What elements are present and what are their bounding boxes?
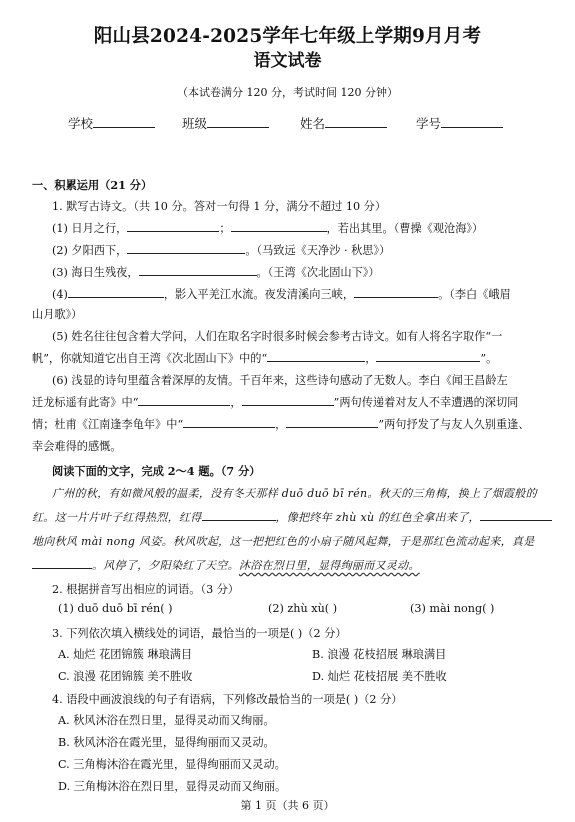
q1-3: (3) 海日生残夜， 。（王湾《次北固山下》）: [52, 266, 380, 279]
page-footer: 第 1 页（共 6 页）: [240, 799, 335, 812]
student-id-label: 学号: [416, 116, 442, 131]
q2: 2. 根据拼音写出相应的词语。（3 分）: [52, 583, 240, 596]
exam-subtitle: 语文试卷: [253, 51, 322, 71]
q4-option-b[interactable]: B. 秋风沐浴在霞光里，显得绚丽而又灵动。: [58, 736, 275, 749]
answer-blank[interactable]: [138, 394, 230, 406]
answer-blank[interactable]: [354, 286, 438, 298]
passage-line1: 广州的秋，有如微风般的温柔，没有冬天那样 duō duō bī rén。秋天的三角梅，换上了烟霞般的: [52, 487, 537, 500]
wavy-underlined-sentence: 沐浴在烈日里，显得绚丽而又灵动。: [238, 559, 420, 572]
q1-6-line4: 幸会难得的感慨。: [32, 440, 122, 453]
q2-2: (2) zhù xù( ): [268, 602, 338, 615]
section-heading: 一、积累运用（21 分）: [32, 178, 153, 192]
reading-intro: 阅读下面的文字，完成 2～4 题。（7 分）: [52, 464, 261, 478]
answer-blank[interactable]: [267, 350, 365, 362]
q1-6-line1: (6) 浅显的诗句里蕴含着深厚的友情。千百年来，这些诗句感动了无数人。李白《闻王昌龄左: [52, 374, 508, 387]
q2-1: (1) duō duō bī rén( ): [58, 602, 173, 615]
q1-6-line2: 迁龙标遥有此寄》中“ ， ”两句传递着对友人不幸遭遇的深切同: [32, 396, 519, 409]
answer-blank[interactable]: [32, 557, 92, 569]
q4-option-c[interactable]: C. 三角梅沐浴在霞光里，显得绚丽而又灵动。: [58, 758, 286, 771]
q3: 3. 下列依次填入横线处的词语，最恰当的一项是( )（2 分）: [52, 627, 347, 640]
exam-note: （本试卷满分 120 分，考试时间 120 分钟）: [177, 86, 398, 99]
q3-option-b[interactable]: B. 浪漫 花枝招展 琳琅满目: [312, 648, 447, 661]
q1-intro: 1. 默写古诗文。（共 10 分。答对一句得 1 分，满分不超过 10 分）: [52, 200, 387, 213]
answer-blank[interactable]: [231, 220, 327, 232]
q3-option-d[interactable]: D. 灿烂 花枝招展 美不胜收: [312, 670, 447, 683]
answer-blank[interactable]: [68, 286, 164, 298]
student-id-field[interactable]: [416, 114, 503, 132]
answer-blank[interactable]: [242, 394, 334, 406]
answer-blank[interactable]: [127, 220, 219, 232]
class-field[interactable]: [182, 114, 269, 132]
q2-3: (3) mài nong( ): [410, 602, 495, 615]
q1-5-line1: (5) 姓名往往包含着大学问，人们在取名字时很多时候会参考古诗文。如有人将名字取作“一: [52, 330, 503, 343]
class-label: 班级: [182, 116, 208, 131]
answer-blank[interactable]: [183, 416, 275, 428]
answer-blank[interactable]: [202, 509, 276, 521]
q1-2: (2) 夕阳西下， 。（马致远《天净沙 · 秋思》）: [52, 244, 391, 257]
q4-option-d[interactable]: D. 三角梅沐浴在烈日里，显得灵动而又绚丽。: [58, 780, 287, 793]
passage-line2: 红。这一片片叶子红得热烈，红得 ，像把终年 zhù xù 的红色全拿出来了，: [32, 508, 552, 528]
q1-4: (4) ，影入平羌江水流。夜发清溪向三峡， 。（李白《峨眉: [52, 288, 511, 301]
name-field[interactable]: [300, 114, 387, 132]
q1-5-line2: 帆”，你就知道它出自王湾《次北固山下》中的“ ， ”。: [32, 352, 498, 365]
school-field[interactable]: [68, 114, 155, 132]
answer-blank[interactable]: [376, 350, 480, 362]
passage-line3: 地向秋风 mài nong 风姿。秋风吹起，这一把把红色的小扇子随风起舞，于是那红色流动起来，真是: [32, 535, 535, 548]
exam-title: 阳山县2024-2025学年七年级上学期9月月考: [93, 26, 482, 47]
answer-blank[interactable]: [139, 264, 257, 276]
q4-option-a[interactable]: A. 秋风沐浴在烈日里，显得灵动而又绚丽。: [58, 714, 275, 727]
q4: 4. 语段中画波浪线的句子有语病，下列修改最恰当的一项是( )（2 分）: [52, 693, 403, 706]
passage-line4: 。风停了，夕阳染红了天空。沐浴在烈日里，显得绚丽而又灵动。: [32, 556, 552, 576]
q3-option-c[interactable]: C. 浪漫 花团锦簇 美不胜收: [58, 670, 193, 683]
q1-1: (1) 日月之行， ； ，若出其里。（曹操《观沧海》）: [52, 222, 484, 235]
name-label: 姓名: [300, 116, 326, 131]
school-label: 学校: [68, 116, 94, 131]
q1-6-line3: 情；杜甫《江南逢李龟年》中“ ， ”两句抒发了与友人久别重逢、: [32, 418, 530, 431]
answer-blank[interactable]: [286, 416, 378, 428]
answer-blank[interactable]: [127, 242, 245, 254]
q3-option-a[interactable]: A. 灿烂 花团锦簇 琳琅满目: [58, 648, 193, 661]
answer-blank[interactable]: [480, 509, 552, 521]
q1-4-cont: 山月歌》）: [32, 308, 83, 321]
